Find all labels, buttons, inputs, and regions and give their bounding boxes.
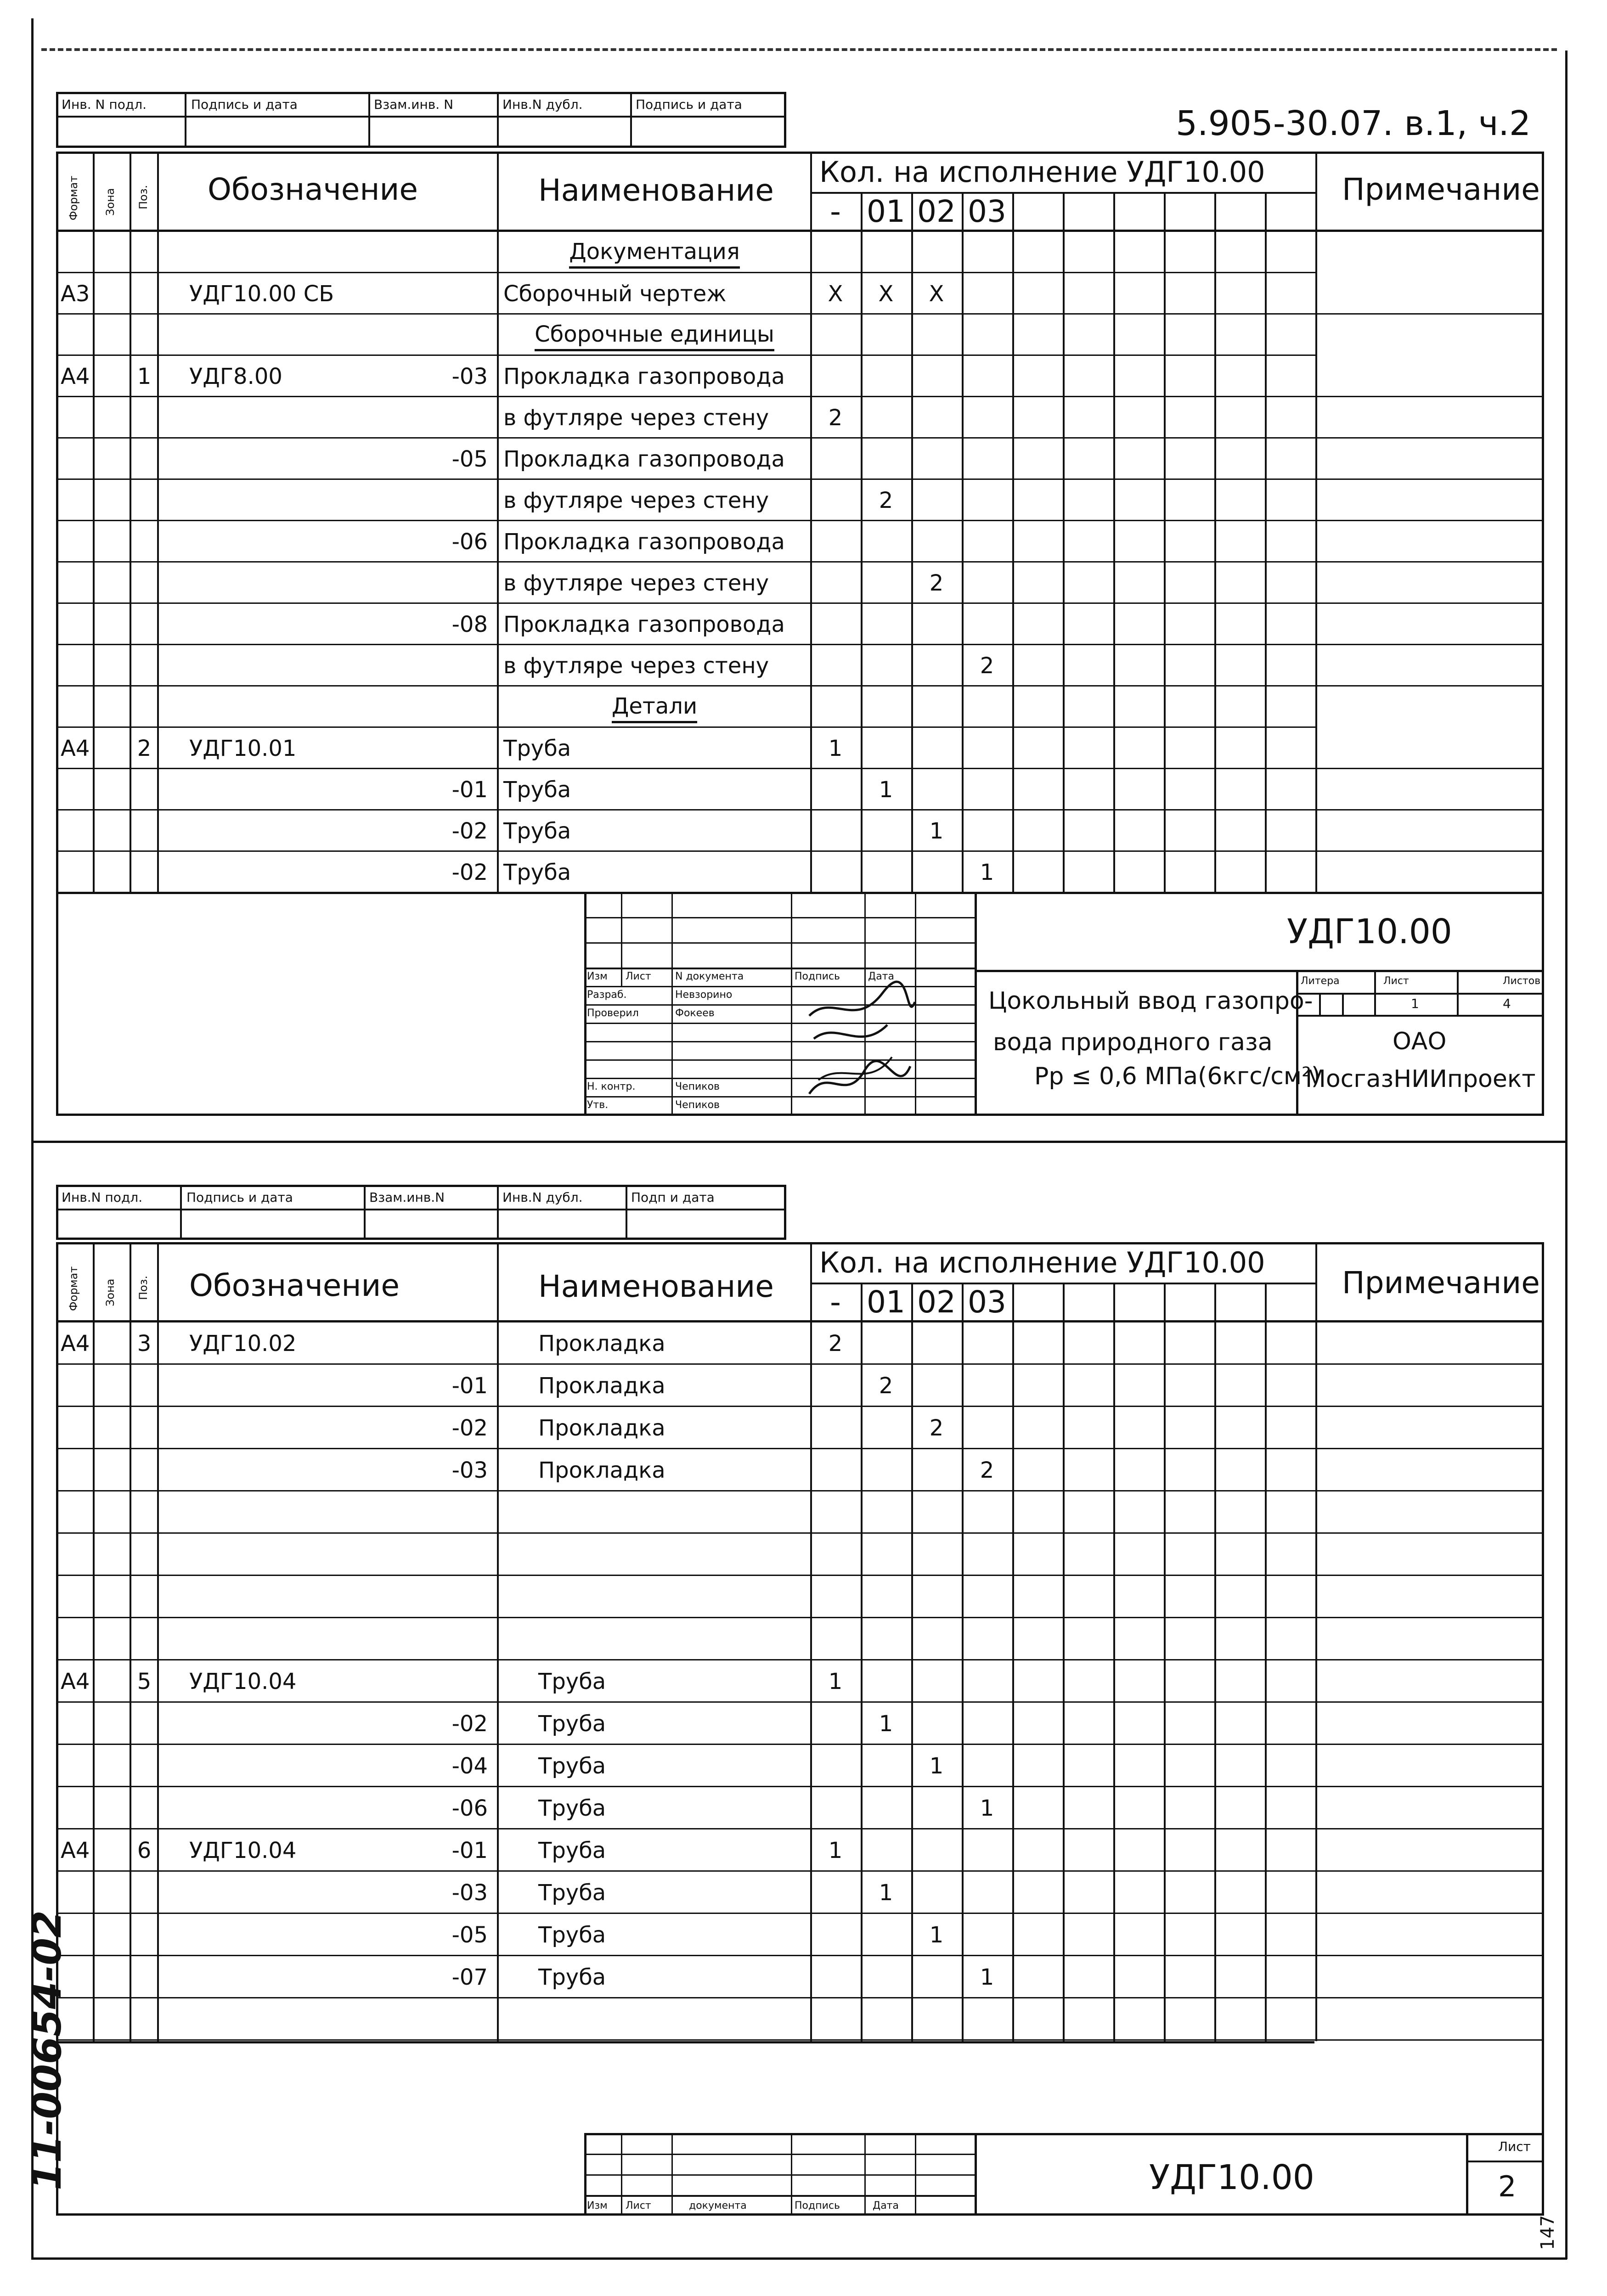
qty-cell: 1: [828, 1669, 843, 1694]
qty-cell: 1: [879, 1711, 893, 1737]
section-heading-text: Детали: [612, 693, 697, 723]
tb1-list-label: Лист: [1383, 975, 1409, 987]
tb1-ndoc: N документа: [675, 971, 744, 982]
podpis-data2-label-2: Подп и дата: [631, 1190, 715, 1205]
sheet2-row: [56, 1998, 1544, 2041]
variant-cell: -03: [451, 1880, 488, 1906]
qty-cell: 1: [828, 736, 843, 761]
tb1-podpis: Подпись: [795, 971, 840, 982]
tb1-org1: ОАО: [1393, 1028, 1447, 1055]
sheet1-row: [56, 397, 1544, 439]
name-cell: Труба: [538, 1964, 606, 1990]
tb2-data: Дата: [873, 2200, 899, 2212]
col-name-label: Наименование: [538, 173, 774, 208]
name-cell: Труба: [538, 1753, 606, 1779]
name-cell: в футляре через стену: [503, 570, 769, 596]
tb2-list: Лист: [626, 2200, 651, 2212]
section-heading: [499, 241, 810, 263]
name-cell: Прокладка газопровода: [503, 446, 785, 472]
qty-cell: 2: [828, 1331, 843, 1356]
archive-strip-2: [56, 1185, 786, 1240]
sheet2-row: [56, 1956, 1544, 1998]
variant-cell: -03: [451, 1458, 488, 1483]
designation-cell: УДГ10.01: [189, 736, 297, 761]
variant-cell: -07: [451, 1964, 488, 1990]
tb1-doc: УДГ10.00: [1287, 912, 1452, 951]
tb1-nkontr-label: Н. контр.: [587, 1081, 636, 1092]
variant-cell: -02: [451, 1711, 488, 1737]
inv-dubl-label-2: Инв.N дубл.: [502, 1190, 583, 1205]
row-divider: [56, 2039, 1544, 2041]
vzam-inv-label-2: Взам.инв.N: [369, 1190, 445, 1205]
poz-cell: 3: [137, 1331, 152, 1356]
sheet2-row: [56, 1745, 1544, 1787]
col-qty-dash: -: [830, 194, 841, 229]
name-cell: Прокладка: [538, 1331, 665, 1356]
side-page-number: 147: [1537, 2215, 1558, 2250]
col-poz-label-2: Поз.: [137, 1275, 150, 1300]
col-name-label-2: Наименование: [538, 1269, 774, 1304]
col-qty-02: 02: [917, 194, 956, 229]
col-qty-03-2: 03: [968, 1284, 1006, 1320]
format-cell: А4: [61, 1838, 90, 1863]
name-cell: Прокладка газопровода: [503, 364, 785, 389]
tb2-list-label: Лист: [1498, 2139, 1531, 2154]
variant-cell: -05: [451, 446, 488, 472]
name-cell: Труба: [503, 860, 571, 885]
qty-cell: 1: [929, 1922, 944, 1948]
name-cell: Прокладка газопровода: [503, 612, 785, 637]
section-heading-text: Документация: [569, 239, 740, 269]
tb1-izm: Изм: [587, 971, 608, 982]
sheet1-row: [56, 645, 1544, 687]
archive-strip-1: [56, 92, 786, 148]
col-qty-02-2: 02: [917, 1284, 956, 1320]
sheet2-row: [56, 1914, 1544, 1956]
tb1-utv-label: Утв.: [587, 1099, 609, 1111]
variant-cell: -06: [451, 529, 488, 555]
qty-cell: 2: [828, 405, 843, 431]
col-poz-label: Поз.: [137, 185, 150, 209]
qty-cell: 2: [980, 1458, 994, 1483]
sheet2-row: [56, 1407, 1544, 1449]
tb2-list-val: 2: [1498, 2170, 1517, 2203]
name-cell: Труба: [538, 1711, 606, 1737]
document-code: 5.905-30.07. в.1, ч.2: [1176, 104, 1531, 143]
outer-bottom-border: [31, 2257, 1567, 2260]
spec-table-2: [56, 1242, 1544, 2216]
poz-cell: 6: [137, 1838, 152, 1863]
sheet2-row: [56, 1787, 1544, 1829]
name-cell: Труба: [503, 818, 571, 844]
tb1-org2: МосгазНИИпроект: [1305, 1065, 1536, 1093]
format-cell: А4: [61, 364, 90, 389]
col-qty-03: 03: [968, 194, 1006, 229]
name-cell: Сборочный чертеж: [503, 281, 727, 307]
variant-cell: -02: [451, 818, 488, 844]
variant-cell: -01: [451, 1373, 488, 1399]
section-heading-text: Сборочные единицы: [535, 321, 774, 351]
qty-cell: 1: [879, 777, 893, 803]
sheet1-row: [56, 604, 1544, 645]
sheet2-row: [56, 1703, 1544, 1745]
qty-cell: 1: [980, 1964, 994, 1990]
format-cell: А3: [61, 281, 90, 307]
vzam-inv-label: Взам.инв. N: [374, 97, 454, 112]
tb2-ndoc: документа: [689, 2200, 747, 2212]
sheet2-row: [56, 1829, 1544, 1872]
col-designation-label-2: Обозначение: [189, 1268, 400, 1303]
col-zona-label: Зона: [104, 188, 117, 216]
qty-cell: Х: [878, 281, 894, 307]
sheet1-row: [56, 769, 1544, 810]
podpis-data-label: Подпись и дата: [191, 97, 298, 112]
title-block-1: [584, 892, 1544, 1116]
sheet2-row: [56, 1322, 1544, 1365]
col-designation-label: Обозначение: [208, 172, 418, 207]
name-cell: Труба: [538, 1922, 606, 1948]
sheet1-row: [56, 728, 1544, 769]
qty-cell: 2: [879, 1373, 893, 1399]
sheet1-row: [56, 439, 1544, 480]
name-cell: Прокладка: [538, 1415, 665, 1441]
name-cell: Прокладка: [538, 1458, 665, 1483]
sheet2-row: [56, 1534, 1544, 1576]
format-cell: А4: [61, 736, 90, 761]
format-cell: А4: [61, 1331, 90, 1356]
variant-cell: -04: [451, 1753, 488, 1779]
name-cell: Труба: [538, 1795, 606, 1821]
qty-cell: 2: [879, 488, 893, 513]
inv-podl-label: Инв. N подл.: [62, 97, 147, 112]
tb1-listov-val: 4: [1503, 996, 1511, 1011]
qty-cell: 1: [929, 818, 944, 844]
poz-cell: 1: [137, 364, 152, 389]
variant-cell: -08: [451, 612, 488, 637]
name-cell: в футляре через стену: [503, 488, 769, 513]
name-cell: Труба: [503, 777, 571, 803]
outer-right-border: [1565, 51, 1568, 2259]
qty-cell: 1: [980, 1795, 994, 1821]
sheet1-row: [56, 810, 1544, 852]
qty-cell: Х: [929, 281, 944, 307]
col-zona-label-2: Зона: [104, 1278, 117, 1306]
name-cell: в футляре через стену: [503, 653, 769, 679]
designation-cell: УДГ10.02: [189, 1331, 297, 1356]
qty-cell: 1: [980, 860, 994, 885]
tb1-razrab-label: Разраб.: [587, 989, 627, 1001]
designation-cell: УДГ10.04: [189, 1838, 297, 1863]
sheet2-row: [56, 1660, 1544, 1703]
sheet1-row: [56, 356, 1544, 397]
col-qty-title: Кол. на исполнение УДГ10.00: [819, 155, 1265, 189]
poz-cell: 2: [137, 736, 152, 761]
top-dashed-edge: [41, 48, 1557, 51]
col-qty-01-2: 01: [867, 1284, 905, 1320]
spec-table-1: [56, 152, 1544, 1116]
sheet1-row: [56, 563, 1544, 604]
variant-cell: -01: [451, 1838, 488, 1863]
name-cell: Труба: [538, 1880, 606, 1906]
tb1-razrab-name: Невзорино: [675, 989, 733, 1001]
qty-cell: 1: [828, 1838, 843, 1863]
qty-cell: 2: [929, 570, 944, 596]
tb2-doc: УДГ10.00: [1149, 2158, 1314, 2197]
designation-cell: УДГ10.00 СБ: [189, 281, 334, 307]
podpis-data2-label: Подпись и дата: [636, 97, 742, 112]
tb1-list: Лист: [626, 971, 651, 982]
designation-cell: УДГ8.00: [189, 364, 282, 389]
name-cell: Труба: [503, 736, 571, 761]
tb1-list-val: 1: [1411, 996, 1419, 1011]
name-cell: Труба: [538, 1669, 606, 1694]
tb1-prover-name: Фокеев: [675, 1007, 715, 1019]
tb2-podpis: Подпись: [795, 2200, 840, 2212]
tb1-data: Дата: [868, 971, 894, 982]
qty-cell: 2: [929, 1415, 944, 1441]
sheet1-row: [56, 232, 1544, 273]
variant-cell: -05: [451, 1922, 488, 1948]
poz-cell: 5: [137, 1669, 152, 1694]
col-qty-title-2: Кол. на исполнение УДГ10.00: [819, 1246, 1265, 1279]
inv-dubl-label: Инв.N дубл.: [502, 97, 583, 112]
col-qty-01: 01: [867, 194, 905, 229]
sheet-separator: [31, 1141, 1567, 1143]
sheet1-row: [56, 521, 1544, 563]
name-cell: Труба: [538, 1838, 606, 1863]
sheet1-row: [56, 852, 1544, 893]
name-cell: Прокладка газопровода: [503, 529, 785, 555]
format-cell: А4: [61, 1669, 90, 1694]
podpis-data-label-2: Подпись и дата: [186, 1190, 293, 1205]
tb1-utv-name: Чепиков: [675, 1099, 720, 1111]
variant-cell: -03: [451, 364, 488, 389]
sheet1-row: [56, 480, 1544, 521]
col-format-label-2: Формат: [67, 1266, 80, 1311]
variant-cell: -02: [451, 1415, 488, 1441]
col-note-label: Примечание: [1342, 172, 1540, 207]
section-heading: [499, 695, 810, 717]
qty-cell: Х: [828, 281, 843, 307]
title-block-2: [584, 2133, 1544, 2216]
tb2-izm: Изм: [587, 2200, 608, 2212]
sheet2-row: [56, 1872, 1544, 1914]
variant-cell: -01: [451, 777, 488, 803]
variant-cell: -02: [451, 860, 488, 885]
section-heading: [499, 323, 810, 345]
designation-cell: УДГ10.04: [189, 1669, 297, 1694]
tb1-title-line2: вода природного газа: [993, 1029, 1273, 1056]
col-format-label: Формат: [67, 175, 80, 220]
tb1-title-line1: Цокольный ввод газопро-: [988, 987, 1313, 1015]
signature-scribble: [800, 971, 919, 1112]
side-stamp: 11-00654-02: [24, 1910, 70, 2190]
sheet2-row: [56, 1491, 1544, 1534]
sheet2-row: [56, 1449, 1544, 1491]
sheet2-row: [56, 1618, 1544, 1660]
tb1-nkontr-name: Чепиков: [675, 1081, 720, 1092]
sheet1-row: [56, 315, 1544, 356]
tb1-prover-label: Проверил: [587, 1007, 639, 1019]
qty-cell: 1: [929, 1753, 944, 1779]
variant-cell: -06: [451, 1795, 488, 1821]
sheet1-row: [56, 273, 1544, 315]
tb1-litera: Литера: [1301, 975, 1340, 987]
sheet1-row: [56, 687, 1544, 728]
col-note-label-2: Примечание: [1342, 1265, 1540, 1300]
col-qty-dash-2: -: [830, 1284, 841, 1320]
qty-cell: 1: [879, 1880, 893, 1906]
tb1-title-line3: Рр ≤ 0,6 МПа(6кгс/см²): [1034, 1063, 1321, 1090]
name-cell: Прокладка: [538, 1373, 665, 1399]
tb1-listov-label: Листов: [1503, 975, 1541, 987]
name-cell: в футляре через стену: [503, 405, 769, 431]
sheet2-row: [56, 1576, 1544, 1618]
qty-cell: 2: [980, 653, 994, 679]
inv-podl-label-2: Инв.N подл.: [62, 1190, 143, 1205]
sheet2-row: [56, 1365, 1544, 1407]
